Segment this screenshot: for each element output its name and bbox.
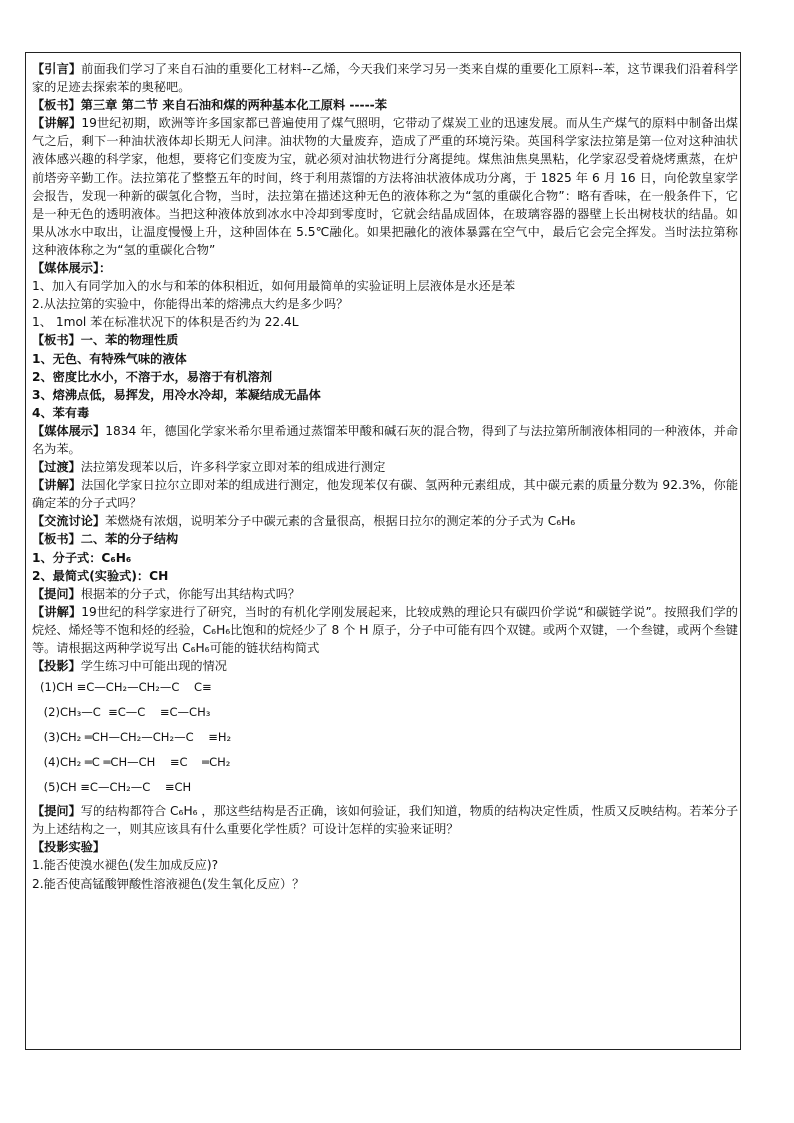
formula-2: (2)CH₃—C ≡C—C ≡C—CH₃: [40, 705, 211, 720]
property-2: 2、密度比水小，不溶于水，易溶于有机溶剂: [32, 369, 273, 384]
discussion-paragraph: 【交流讨论】苯燃烧有浓烟，说明苯分子中碳元素的含量很高，根据日拉尔的测定苯的分子式为 C₆H₆: [32, 514, 576, 529]
board-heading-chapter: 【板书】第三章 第二节 来自石油和煤的两种基本化工原料 -----苯: [32, 98, 387, 113]
structure-formula-list: [32, 675, 738, 800]
property-3: 3、熔沸点低，易挥发，用冷水冷却，苯凝结成无晶体: [32, 387, 321, 402]
document-body: [32, 60, 738, 893]
molecular-formula: 1、分子式：C₆H₆: [32, 550, 132, 565]
formula-5: (5)CH ≡C—CH₂—C ≡CH: [40, 780, 192, 795]
experiment-1: 1.能否使溴水褪色(发生加成反应)?: [32, 858, 219, 873]
question-3: 1、 1mol 苯在标准状况下的体积是否约为 22.4L: [32, 315, 299, 330]
formula-3: (3)CH₂ ═CH—CH₂—CH₂—C ≡H₂: [40, 730, 232, 745]
projection-heading: 【投影】学生练习中可能出现的情况: [32, 659, 227, 674]
question-2: 2.从法拉第的实验中，你能得出苯的熔沸点大约是多少吗？: [32, 297, 349, 312]
experiment-2: 2.能否使高锰酸钾酸性溶液褪色(发生氧化反应）？: [32, 876, 305, 891]
property-4: 4、苯有毒: [32, 405, 90, 420]
board-heading-physical: 【板书】一、苯的物理性质: [32, 333, 179, 348]
formula-1: (1)CH ≡C—CH₂—CH₂—C C≡: [40, 680, 212, 695]
empirical-formula: 2、最简式(实验式)：CH: [32, 568, 169, 583]
lecture-paragraph-faraday: 【讲解】19世纪初期，欧洲等许多国家都已普遍使用了煤气照明，它带动了煤炭工业的迅速发展。而从生产煤气的原料中制备出煤气之后，剩下一种油状液体却长期无人问津。油状物的大量废弃，造成了严重的环境污染。英国科学家法拉第是第一位对这种油状液体感兴趣的科学家，他想，要将它们变废为宝，就必须对油状物进行分离提纯。煤焦油焦臭黑粘，化学家忍受着烧烤熏蒸，在炉前塔旁辛勤工作。法拉第花了整整五年的时间，终于利用蒸馏的方法将油状液体成功分离，于 1825 年 6 月 16 日，向伦敦皇家学会报告，发现一种新的碳氢化合物，当时，法拉第在描述这种无色的液体称之为“氢的重碳化合物”：略有香味，在一般条件下，它是一种无色的透明液体。当把这种液体放到冰水中冷却到零度时，它就会结晶成固体，在玻璃容器的器壁上长出树枝状的结晶。如果从冰水中取出，让温度慢慢上升，这种固体在 5.5℃融化。如果把融化的液体暴露在空气中，最后它会完全挥发。当时法拉第称这种液体称之为“氢的重碳化合物”: [32, 116, 738, 257]
media-display-heading: 【媒体展示】：: [32, 261, 112, 276]
media-display-1834: 【媒体展示】1834 年，德国化学家米希尔里希通过蒸馏苯甲酸和碱石灰的混合物，得到了与法拉第所制液体相同的一种液体，并命名为苯。: [32, 423, 739, 456]
formula-4: (4)CH₂ ═C ═CH—CH ≡C ═CH₂: [40, 755, 231, 770]
question-verify: 【提问】写的结构都符合 C₆H₆ ，那这些结构是否正确，该如何验证，我们知道，物质的结构决定性质，性质又反映结构。若苯分子为上述结构之一，则其应该具有什么重要化学性质？可设计怎样的实验来证明？: [32, 804, 739, 837]
property-1: 1、无色、有特殊气味的液体: [32, 351, 187, 366]
question-structure: 【提问】根据苯的分子式，你能写出其结构式吗？: [32, 586, 301, 601]
experiment-heading: 【投影实验】: [32, 840, 106, 855]
board-heading-structure: 【板书】二、苯的分子结构: [32, 532, 179, 547]
lecture-paragraph-gerhardt: 【讲解】法国化学家日拉尔立即对苯的组成进行测定，他发现苯仅有碳、氢两种元素组成，其中碳元素的质量分数为 92.3%，你能确定苯的分子式吗？: [32, 478, 739, 511]
question-1: 1、加入有同学加入的水与和苯的体积相近，如何用最简单的实验证明上层液体是水还是苯: [32, 279, 516, 294]
transition-paragraph: 【过渡】法拉第发现苯以后，许多科学家立即对苯的组成进行测定: [32, 460, 386, 475]
intro-paragraph: 【引言】前面我们学习了来自石油的重要化工材料--乙烯，今天我们来学习另一类来自煤的重要化工原料--苯，这节课我们沿着科学家的足迹去探索苯的奥秘吧。: [32, 62, 739, 95]
lecture-paragraph-theory: 【讲解】19世纪的科学家进行了研究，当时的有机化学刚发展起来，比较成熟的理论只有碳四价学说“和碳链学说”。按照我们学的烷烃、烯烃等不饱和烃的经验，C₆H₆比饱和的烷烃少了 8 个 H 原子，分子中可能有四个双键。或两个双键，一个叁键，或两个叁键等。请根据这两种学说写出 C₆H₆可能的链状结构简式: [32, 604, 738, 655]
